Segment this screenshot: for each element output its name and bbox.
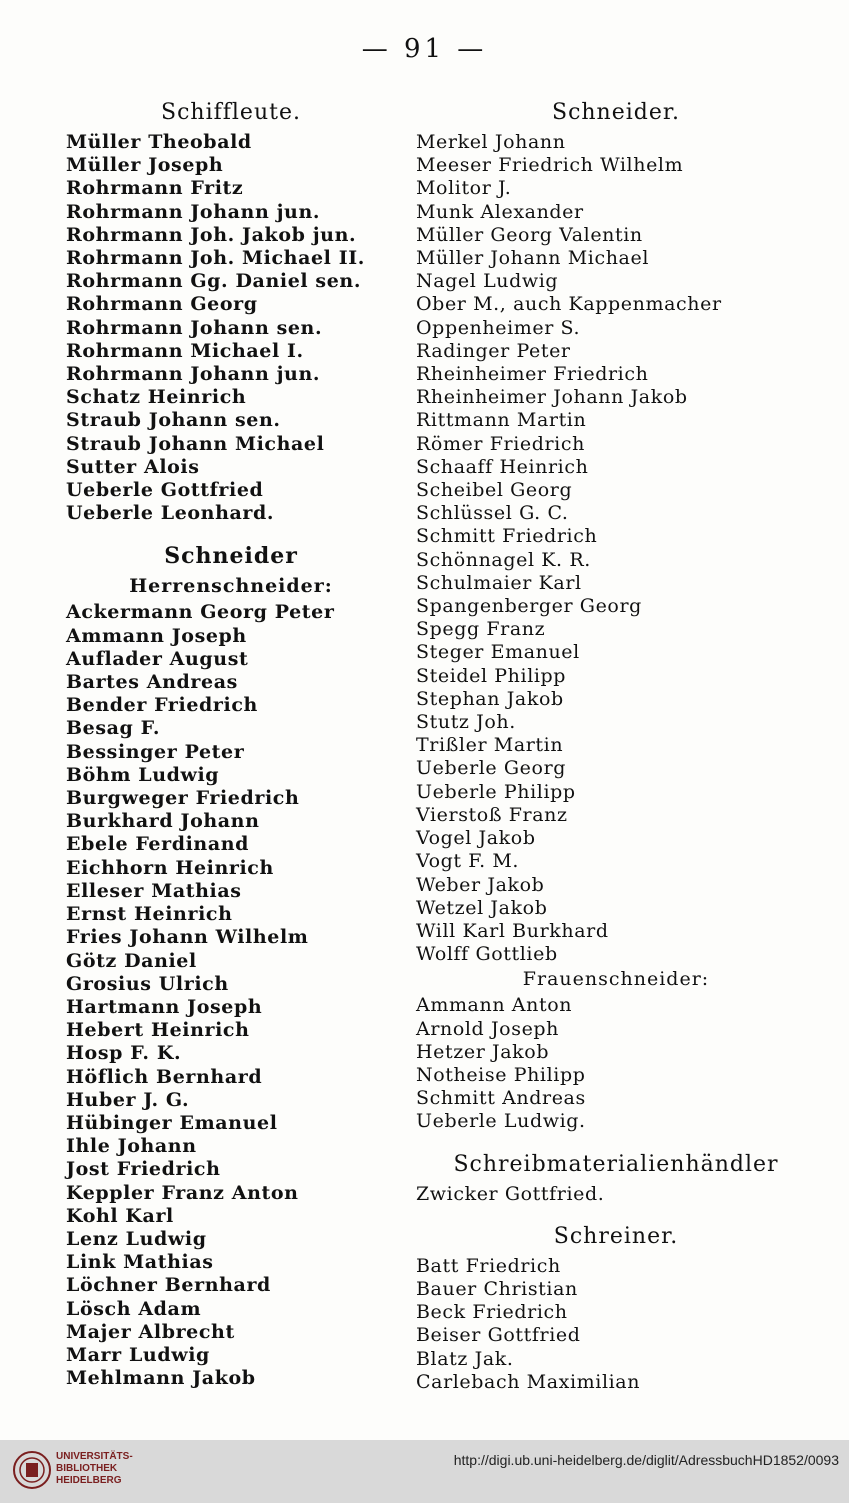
list-item: Müller Johann Michael <box>416 247 650 270</box>
list-item: Burkhard Johann <box>66 810 260 833</box>
list-item: Müller Georg Valentin <box>416 223 643 246</box>
list-item: Ueberle Georg <box>416 757 567 780</box>
list-item: Beiser Gottfried <box>416 1324 581 1347</box>
list-item: Ueberle Philipp <box>416 780 576 803</box>
footer-bar <box>0 1440 849 1503</box>
list-item: Arnold Joseph <box>416 1017 560 1040</box>
list-item: Straub Johann Michael <box>66 432 325 455</box>
list-item: Schatz Heinrich <box>66 386 247 409</box>
list-item: Oppenheimer S. <box>416 316 581 339</box>
list-item: Rohrmann Joh. Jakob jun. <box>66 223 357 246</box>
list-item: Rohrmann Joh. Michael II. <box>66 247 365 270</box>
list-item: Hartmann Joseph <box>66 995 263 1018</box>
list-schreibmaterialien <box>416 1183 816 1206</box>
list-item: Hübinger Emanuel <box>66 1111 278 1134</box>
list-item: Molitor J. <box>416 177 512 200</box>
subheading-frauenschneider: Frauenschneider: <box>522 968 710 991</box>
logo-line-1: UNIVERSITÄTS- <box>56 1451 133 1462</box>
list-item: Sutter Alois <box>66 455 200 478</box>
list-item: Götz Daniel <box>66 949 197 972</box>
list-schreiner <box>416 1255 816 1394</box>
list-item: Lösch Adam <box>66 1297 202 1320</box>
list-item: Ihle Johann <box>66 1135 197 1158</box>
list-item: Löchner Bernhard <box>66 1274 271 1297</box>
list-item: Rohrmann Gg. Daniel sen. <box>66 270 362 293</box>
left-column <box>66 96 396 1390</box>
list-item: Carlebach Maximilian <box>416 1370 641 1393</box>
list-item: Römer Friedrich <box>416 432 585 455</box>
list-item: Trißler Martin <box>416 734 564 757</box>
logo-line-2: BIBLIOTHEK <box>56 1463 118 1474</box>
list-item: Straub Johann sen. <box>66 409 281 432</box>
library-logo-text <box>56 1451 133 1487</box>
list-item: Vierstoß Franz <box>416 803 568 826</box>
list-item: Ackermann Georg Peter <box>66 601 335 624</box>
list-item: Weber Jakob <box>416 873 545 896</box>
source-url-link[interactable]: http://digi.ub.uni-heidelberg.de/diglit/AdressbuchHD1852/0093 <box>453 1452 839 1468</box>
list-item: Vogel Jakob <box>416 827 536 850</box>
list-item: Schulmaier Karl <box>416 571 582 594</box>
list-item: Batt Friedrich <box>416 1254 561 1277</box>
list-item: Rohrmann Johann jun. <box>66 200 321 223</box>
list-herrenschneider <box>66 601 396 1390</box>
list-item: Bauer Christian <box>416 1277 578 1300</box>
list-item: Schönnagel K. R. <box>416 548 591 571</box>
list-item: Schlüssel G. C. <box>416 502 569 525</box>
list-item: Ammann Joseph <box>66 624 247 647</box>
right-column <box>416 96 816 1394</box>
list-item: Ernst Heinrich <box>66 903 233 926</box>
list-item: Will Karl Burkhard <box>416 919 609 942</box>
list-item: Meeser Friedrich Wilhelm <box>416 154 684 177</box>
list-item: Lenz Ludwig <box>66 1227 207 1250</box>
list-item: Müller Theobald <box>66 131 252 153</box>
list-schiffleute <box>66 131 396 525</box>
list-item: Beck Friedrich <box>416 1301 568 1324</box>
list-item: Munk Alexander <box>416 200 584 223</box>
list-item: Scheibel Georg <box>416 479 573 502</box>
list-item: Nagel Ludwig <box>416 270 559 293</box>
page-number: — 91 — <box>361 34 488 64</box>
list-item: Bessinger Peter <box>66 740 245 763</box>
list-item: Notheise Philipp <box>416 1063 586 1086</box>
list-item: Auflader August <box>66 647 249 670</box>
list-schneider-cont <box>416 131 816 966</box>
list-item: Wolff Gottlieb <box>416 943 558 966</box>
section-heading-schreibmaterialien: Schreibmaterialienhändler <box>453 1151 779 1177</box>
list-item: Ueberle Leonhard. <box>66 502 275 525</box>
list-item: Bartes Andreas <box>66 671 238 694</box>
list-item: Rittmann Martin <box>416 409 587 432</box>
list-item: Eichhorn Heinrich <box>66 856 274 879</box>
list-item: Link Mathias <box>66 1251 214 1274</box>
list-item: Wetzel Jakob <box>416 896 548 919</box>
list-item: Rheinheimer Johann Jakob <box>416 386 688 409</box>
list-item: Hebert Heinrich <box>66 1019 250 1042</box>
list-item: Besag F. <box>66 717 161 740</box>
list-item: Majer Albrecht <box>66 1320 235 1343</box>
logo-line-3: HEIDELBERG <box>56 1475 122 1486</box>
list-item: Spegg Franz <box>416 618 546 641</box>
list-item: Burgweger Friedrich <box>66 787 300 810</box>
list-item: Marr Ludwig <box>66 1343 210 1366</box>
list-item: Jost Friedrich <box>66 1158 221 1181</box>
list-item: Rheinheimer Friedrich <box>416 363 649 386</box>
list-item: Rohrmann Johann jun. <box>66 363 321 386</box>
list-frauenschneider <box>416 994 816 1133</box>
list-item: Vogt F. M. <box>416 850 520 873</box>
university-seal-icon <box>12 1450 52 1490</box>
list-item: Stephan Jakob <box>416 687 564 710</box>
list-item: Fries Johann Wilhelm <box>66 926 309 949</box>
list-item: Schaaff Heinrich <box>416 455 589 478</box>
list-item: Schmitt Andreas <box>416 1087 586 1110</box>
list-item: Rohrmann Johann sen. <box>66 316 323 339</box>
list-item: Huber J. G. <box>66 1088 190 1111</box>
list-item: Elleser Mathias <box>66 879 242 902</box>
list-item: Müller Joseph <box>66 154 224 177</box>
list-item: Rohrmann Georg <box>66 293 258 316</box>
section-heading-schiffleute: Schiffleute. <box>161 100 301 125</box>
list-item: Ueberle Gottfried <box>66 479 264 502</box>
list-item: Ammann Anton <box>416 994 573 1017</box>
list-item: Zwicker Gottfried. <box>416 1182 605 1205</box>
list-item: Böhm Ludwig <box>66 763 220 786</box>
list-item: Ebele Ferdinand <box>66 833 250 856</box>
list-item: Schmitt Friedrich <box>416 525 598 548</box>
list-item: Mehlmann Jakob <box>66 1367 256 1390</box>
list-item: Ober M., auch Kappenmacher <box>416 293 722 316</box>
list-item: Stutz Joh. <box>416 711 516 734</box>
list-item: Steidel Philipp <box>416 664 567 687</box>
section-heading-schneider: Schneider <box>164 543 298 570</box>
list-item: Rohrmann Fritz <box>66 177 244 200</box>
section-heading-schreiner: Schreiner. <box>553 1223 679 1249</box>
list-item: Merkel Johann <box>416 131 566 153</box>
list-item: Radinger Peter <box>416 339 571 362</box>
list-item: Hosp F. K. <box>66 1042 182 1065</box>
list-item: Blatz Jak. <box>416 1347 514 1370</box>
list-item: Keppler Franz Anton <box>66 1181 299 1204</box>
list-item: Höflich Bernhard <box>66 1065 263 1088</box>
list-item: Steger Emanuel <box>416 641 580 664</box>
section-heading-schneider-cont: Schneider. <box>552 100 680 125</box>
list-item: Spangenberger Georg <box>416 595 642 618</box>
list-item: Rohrmann Michael I. <box>66 339 304 362</box>
list-item: Bender Friedrich <box>66 694 258 717</box>
list-item: Hetzer Jakob <box>416 1040 550 1063</box>
list-item: Ueberle Ludwig. <box>416 1110 586 1133</box>
list-item: Grosius Ulrich <box>66 972 229 995</box>
subheading-herrenschneider: Herrenschneider: <box>129 575 333 598</box>
list-item: Kohl Karl <box>66 1204 174 1227</box>
